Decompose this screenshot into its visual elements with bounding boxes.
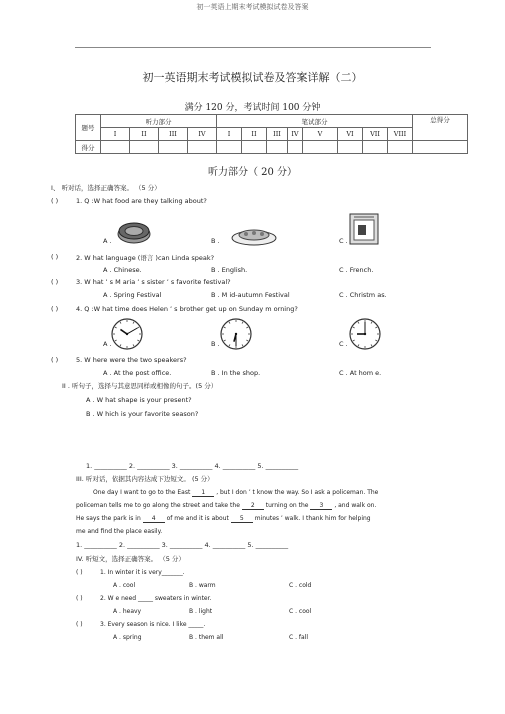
mooncake-icon <box>116 220 152 244</box>
passage-blank-4[interactable]: 4 <box>143 515 165 523</box>
p4-q3-option-c[interactable]: C . fall <box>289 634 309 641</box>
clock-icon <box>348 317 382 351</box>
q4-text: 4. Q :W hat time does Helen ’ s brother get up on Sunday m orning? <box>76 305 298 313</box>
q1-option-b[interactable]: B . <box>211 237 220 245</box>
passage-text: of me and it is about <box>166 515 229 522</box>
q3-option-b[interactable]: B . M id-autumn Festival <box>211 291 290 299</box>
passage-text: policeman tells me to go along the street and take the <box>76 502 240 509</box>
score-cell[interactable] <box>388 141 413 154</box>
q1-option-a[interactable]: A . <box>103 237 112 245</box>
q2-option-c[interactable]: C . French. <box>339 266 374 274</box>
q5-option-a[interactable]: A . At the post office. <box>103 369 172 377</box>
q4-option-a[interactable]: A . <box>103 340 112 348</box>
food-platter-icon <box>230 226 278 246</box>
listening-heading: 听力部分（ 20 分） <box>207 167 298 178</box>
passage-text: , but I don ’ t know the way. So I ask a policeman. The <box>216 489 379 496</box>
score-cell[interactable] <box>338 141 363 154</box>
q5-option-c[interactable]: C . At hom e. <box>339 369 382 377</box>
q5-text: 5. W here were the two speakers? <box>76 356 187 364</box>
score-cell[interactable] <box>288 141 303 154</box>
passage-text: turning on the <box>265 502 309 509</box>
exam-info: 满分 120 分，考试时间 100 分钟 <box>184 103 321 113</box>
p4-q2-option-a[interactable]: A . heavy <box>113 608 142 615</box>
p4-q2-option-b[interactable]: B . light <box>189 608 213 615</box>
col-w3: III <box>267 128 288 141</box>
q2-paren[interactable]: ( ) <box>51 253 59 261</box>
clock-icon <box>110 317 144 351</box>
p4-q2-text: 2. W e need _____ sweaters in winter. <box>100 595 212 602</box>
q3-text: 3. W hat ’ s M aria ’ s sister ’ s favorite festival? <box>76 278 231 286</box>
q5-option-b[interactable]: B . In the shop. <box>211 369 261 377</box>
row-label-number: 题号 <box>76 115 101 141</box>
col-w1: I <box>217 128 242 141</box>
part2-answer-blanks[interactable]: 1. __________ 2. __________ 3. __________ 4. __________ 5. __________ <box>86 462 299 470</box>
score-cell[interactable] <box>242 141 267 154</box>
passage-blank-5[interactable]: 5 <box>231 515 253 523</box>
score-cell[interactable] <box>413 141 468 154</box>
col-l2: II <box>130 128 159 141</box>
passage-text: He says the park is in <box>76 515 141 522</box>
p4-q2-paren[interactable]: ( ) <box>76 595 83 602</box>
page-title: 初一英语期末考试模拟试卷及答案详解（二） <box>142 71 363 84</box>
q4-option-b[interactable]: B . <box>211 340 220 348</box>
p4-q1-option-b[interactable]: B . warm <box>189 582 216 589</box>
part4-instruction: IV. 听短文，选择正确答案。 （5 分） <box>76 555 185 563</box>
part3-instruction: III. 听对话，依据其内容达成下边短文。 (5 分） <box>76 475 214 483</box>
col-w6: VI <box>338 128 363 141</box>
part1-instruction: I、 听对话，选择正确答案。 （5 分） <box>51 184 161 192</box>
page-header: 初一英语上期末考试模拟试卷及答案 <box>196 3 309 11</box>
q3-option-a[interactable]: A . Spring Festival <box>103 291 162 299</box>
passage-text: One day I want to go to the East <box>93 489 191 496</box>
p4-q3-paren[interactable]: ( ) <box>76 621 83 628</box>
p4-q1-text: 1. In winter it is very_______. <box>100 569 185 576</box>
score-cell[interactable] <box>188 141 217 154</box>
p4-q1-option-c[interactable]: C . cold <box>289 582 312 589</box>
q2-option-b[interactable]: B . English. <box>211 266 248 274</box>
col-w7: VII <box>363 128 388 141</box>
q1-option-c[interactable]: C . <box>339 237 348 245</box>
p4-q3-option-a[interactable]: A . spring <box>113 634 142 641</box>
q4-paren[interactable]: ( ) <box>51 305 59 313</box>
col-w8: VIII <box>388 128 413 141</box>
clock-icon <box>219 317 253 351</box>
p4-q2-option-c[interactable]: C . cool <box>289 608 312 615</box>
header-rule <box>75 47 431 48</box>
col-l3: III <box>159 128 188 141</box>
part2-instruction: II . 听句子，选择与其意思同样或相像的句子。(5 分） <box>62 382 218 390</box>
q2-option-a[interactable]: A . Chinese. <box>103 266 142 274</box>
col-w4: IV <box>288 128 303 141</box>
p4-q3-text: 3. Every season is nice. I like _____. <box>100 621 206 628</box>
q2-text: 2. W hat language (语言 )can Linda speak? <box>76 254 215 262</box>
col-l1: I <box>101 128 130 141</box>
q4-option-c[interactable]: C . <box>339 340 348 348</box>
passage-blank-1[interactable]: 1 <box>192 489 214 497</box>
score-table <box>75 114 468 154</box>
score-cell[interactable] <box>267 141 288 154</box>
part2-option-a: A . W hat shape is your present? <box>86 396 192 404</box>
p4-q3-option-b[interactable]: B . them all <box>189 634 224 641</box>
written-header: 笔试部分 <box>217 115 413 128</box>
q1-text: 1. Q :W hat food are they talking about? <box>76 197 207 205</box>
passage-line-3 <box>76 515 371 523</box>
q5-paren[interactable]: ( ) <box>51 356 59 364</box>
passage-blank-3[interactable]: 3 <box>310 502 332 510</box>
passage-line-4: me and find the place easily. <box>76 528 163 535</box>
passage-blank-2[interactable]: 2 <box>242 502 264 510</box>
score-cell[interactable] <box>363 141 388 154</box>
passage-line-2 <box>76 502 376 510</box>
part3-answer-blanks[interactable]: 1. __________ 2. __________ 3. __________ 4. __________ 5. __________ <box>76 541 289 549</box>
score-cell[interactable] <box>303 141 338 154</box>
score-cell[interactable] <box>159 141 188 154</box>
passage-line-1 <box>93 489 378 497</box>
total-header: 总得分 <box>413 115 468 141</box>
passage-text: , and walk on. <box>334 502 377 509</box>
col-w2: II <box>242 128 267 141</box>
col-w5: V <box>303 128 338 141</box>
score-cell[interactable] <box>130 141 159 154</box>
q3-paren[interactable]: ( ) <box>51 278 59 286</box>
score-cell[interactable] <box>217 141 242 154</box>
q3-option-c[interactable]: C . Christm as. <box>339 291 387 299</box>
passage-text: minutes ’ walk. I thank him for helping <box>254 515 371 522</box>
calendar-icon <box>348 212 380 246</box>
part2-option-b: B . W hich is your favorite season? <box>86 410 199 418</box>
score-cell[interactable] <box>101 141 130 154</box>
row-label-score: 得分 <box>76 141 101 154</box>
p4-q1-option-a[interactable]: A . cool <box>113 582 136 589</box>
p4-q1-paren[interactable]: ( ) <box>76 569 83 576</box>
listening-header: 听力部分 <box>101 115 217 128</box>
col-l4: IV <box>188 128 217 141</box>
q1-paren[interactable]: ( ) <box>51 197 59 205</box>
